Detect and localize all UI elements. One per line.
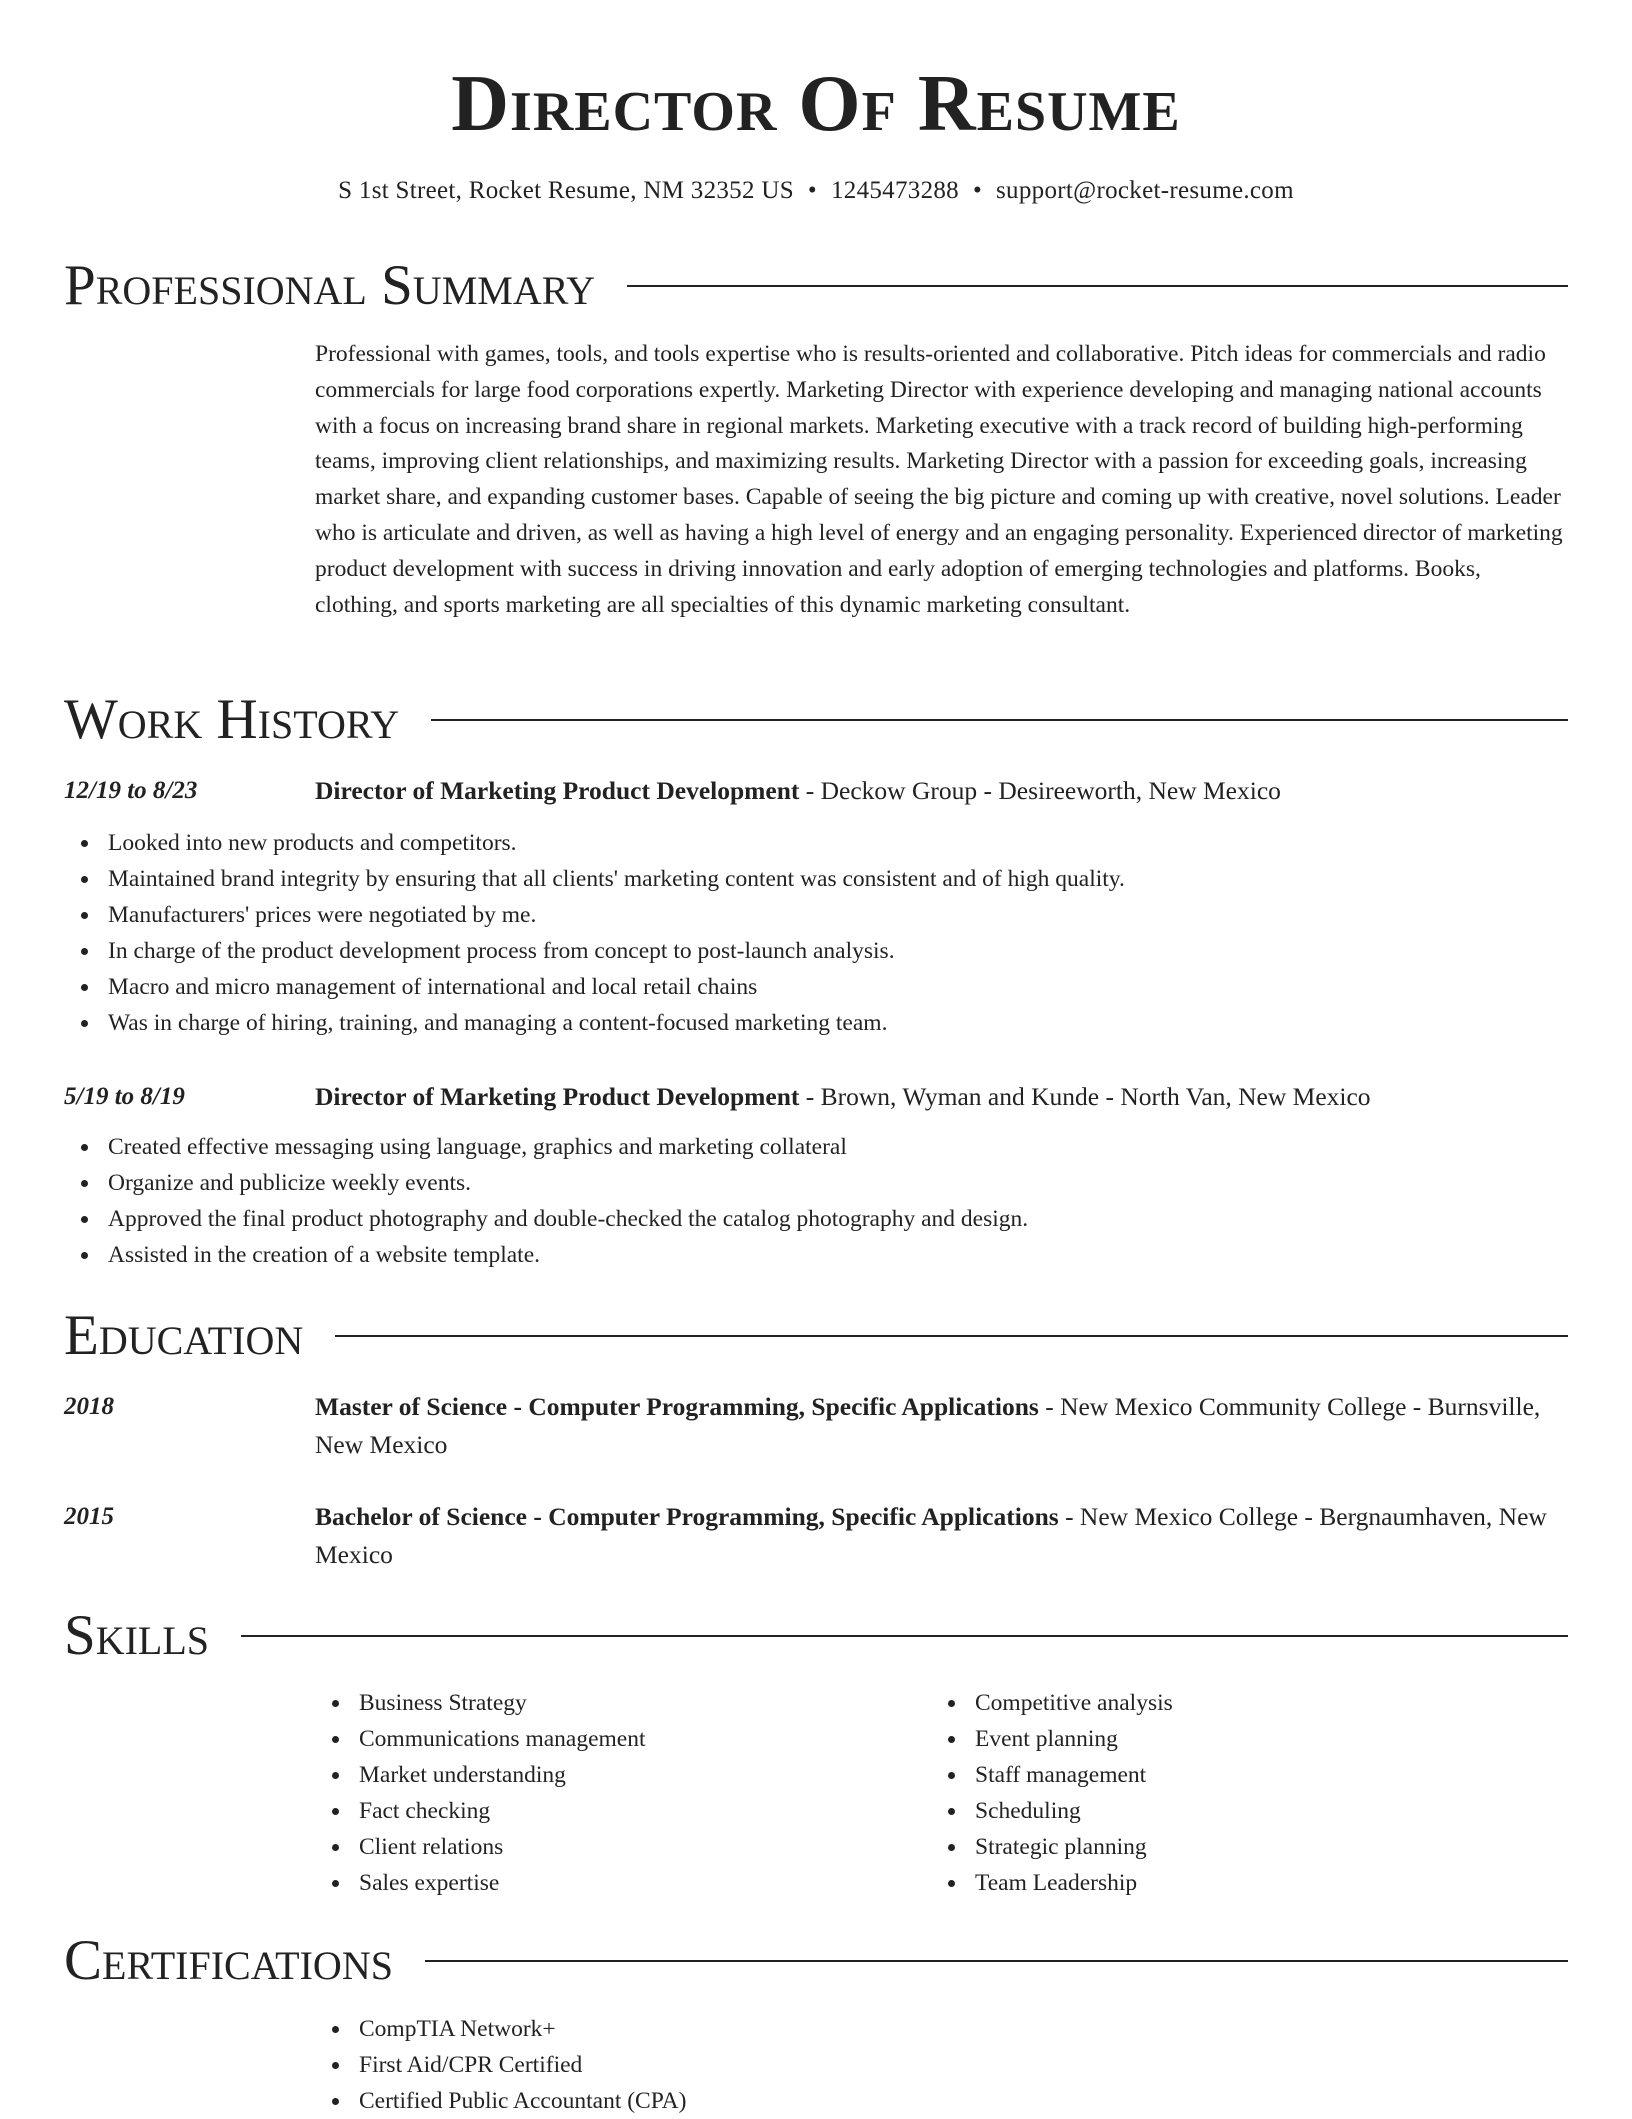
section-title: Professional Summary [64,254,596,317]
education-entry [64,1498,1568,1574]
school: - New Mexico College - Bergnaumhaven, New Mexico [315,1502,1547,1569]
contact-line [64,176,1568,206]
job-entry [64,772,1568,1041]
list-item: Manufacturers' prices were negotiated by me. [64,897,1568,933]
list-item: Client relations [315,1829,931,1865]
list-item: Market understanding [315,1757,931,1793]
job-dates: 5/19 to 8/19 [64,1083,185,1110]
list-item: Fact checking [315,1793,931,1829]
list-item: CompTIA Network+ [315,2011,1568,2047]
job-entry [64,1078,1568,1273]
section-divider [627,285,1568,287]
list-item: Created effective messaging using language, graphics and marketing collateral [64,1129,1568,1165]
section-title: Certifications [64,1929,393,1992]
education-heading [315,1388,1568,1464]
list-item: Maintained brand integrity by ensuring that all clients' marketing content was consistent and of high quality. [64,861,1568,897]
list-item: In charge of the product development process from concept to post-launch analysis. [64,933,1568,969]
list-item: Sales expertise [315,1865,931,1901]
address: S 1st Street, Rocket Resume, NM 32352 US [338,177,794,204]
education-entry [64,1388,1568,1464]
certifications-list [315,2011,1568,2119]
section-title: Education [64,1304,304,1367]
certifications-section-header [64,1929,1568,1993]
list-item: Certified Public Accountant (CPA) [315,2083,1568,2119]
list-item: Organize and publicize weekly events. [64,1165,1568,1201]
list-item: Business Strategy [315,1685,931,1721]
separator: • [807,177,817,204]
job-company: - Brown, Wyman and Kunde - North Van, New Mexico [799,1082,1371,1111]
section-divider [335,1335,1568,1337]
list-item: Competitive analysis [931,1685,1547,1721]
section-divider [241,1635,1568,1637]
job-heading [315,1078,1568,1116]
list-item: Macro and micro management of international and local retail chains [64,969,1568,1005]
job-bullets [64,825,1568,1041]
skills-column-left [315,1685,931,1901]
section-divider [431,719,1568,721]
phone: 1245473288 [830,177,959,204]
separator: • [972,177,983,204]
summary-text: Professional with games, tools, and tools expertise who is results-oriented and collaborative. Pitch ideas for commercials and radio commercials for large food corporations expertly. Marketing Director with experience developing and managing national accounts with a focus on increasing brand share in regional markets. Marketing executive with a track record of building high-performing teams, improving client relationships, and maximizing results. Marketing Director with a passion for exceeding goals, increasing market share, and expanding customer bases. Capable of seeing the big picture and coming up with creative, novel solutions. Leader who is articulate and driven, as well as having a high level of energy and an engaging personality. Experienced director of marketing product development with success in driving innovation and early adoption of emerging technologies and platforms. Books, clothing, and sports marketing are all specialties of this dynamic marketing consultant. [315,341,1563,618]
job-role: Director of Marketing Product Development [315,1082,800,1111]
skills-section-header [64,1604,1568,1668]
list-item: Team Leadership [931,1865,1547,1901]
list-item: Assisted in the creation of a website template. [64,1237,1568,1273]
work-section-header [64,688,1568,752]
job-company: - Deckow Group - Desireeworth, New Mexico [799,776,1281,805]
education-year: 2015 [64,1503,114,1530]
education-year: 2018 [64,1393,114,1420]
skills-column-right [931,1685,1547,1901]
list-item: Looked into new products and competitors. [64,825,1568,861]
section-divider [425,1960,1568,1962]
section-title: Work History [64,688,400,751]
resume-page [64,0,1568,2114]
list-item: Communications management [315,1721,931,1757]
school: - New Mexico Community College - Burnsville, New Mexico [315,1392,1541,1459]
degree: Bachelor of Science - Computer Programming, Specific Applications [315,1502,1059,1531]
education-section-header [64,1304,1568,1368]
skills-grid [315,1685,1568,1901]
job-heading [315,772,1568,810]
job-dates: 12/19 to 8/23 [64,777,198,804]
summary-section-header [64,254,1568,318]
job-bullets [64,1129,1568,1273]
candidate-name: Director Of Resume [451,60,1181,148]
list-item: Staff management [931,1757,1547,1793]
list-item: Approved the final product photography and double-checked the catalog photography and design. [64,1201,1568,1237]
section-title: Skills [64,1604,210,1667]
degree: Master of Science - Computer Programming, Specific Applications [315,1392,1039,1421]
email: support@rocket-resume.com [996,177,1294,204]
list-item: Strategic planning [931,1829,1547,1865]
job-role: Director of Marketing Product Development [315,776,800,805]
list-item: Scheduling [931,1793,1547,1829]
list-item: Was in charge of hiring, training, and managing a content-focused marketing team. [64,1005,1568,1041]
list-item: First Aid/CPR Certified [315,2047,1568,2083]
list-item: Event planning [931,1721,1547,1757]
education-heading [315,1498,1568,1574]
